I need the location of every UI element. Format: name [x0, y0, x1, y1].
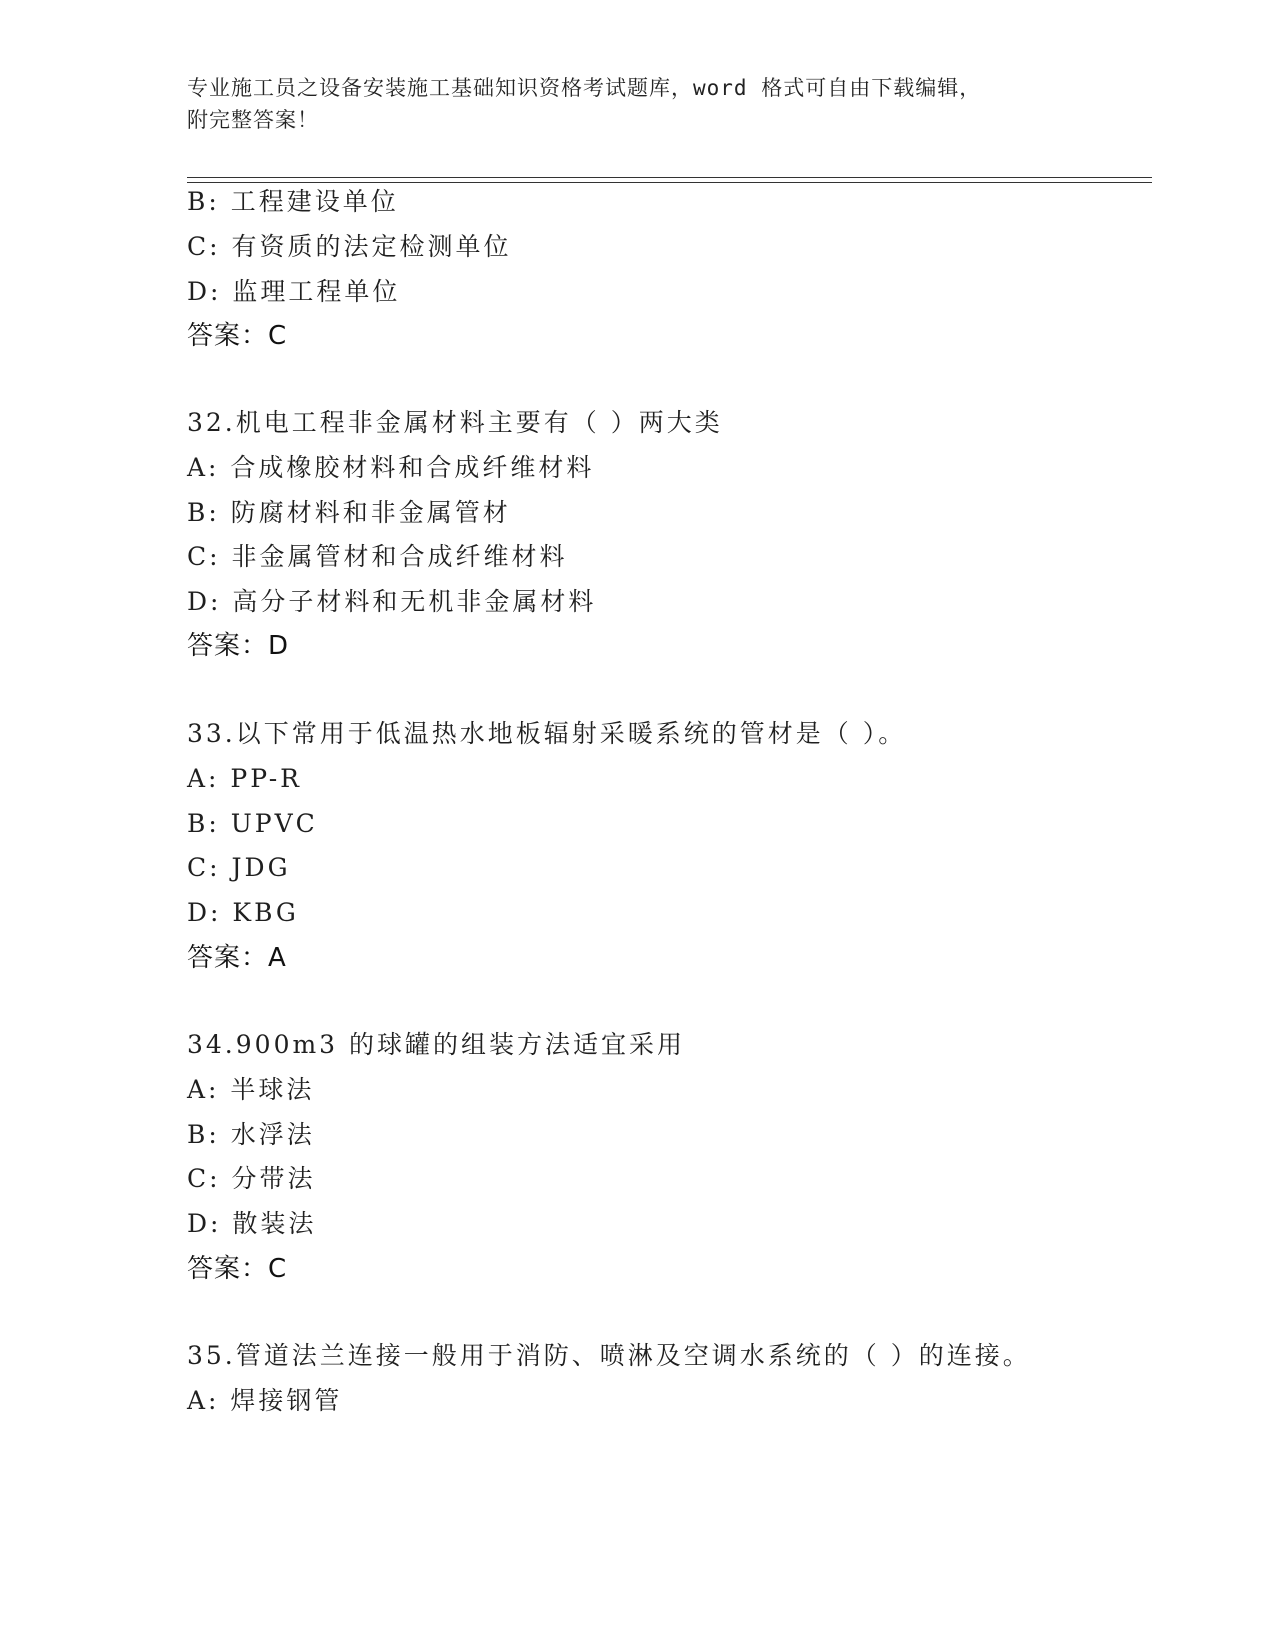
header-divider-bottom — [187, 182, 1152, 183]
answer-line: 答案：C — [187, 321, 288, 351]
question-34-option-a: A: 半球法 — [187, 1075, 315, 1104]
document-header — [187, 72, 1087, 136]
question-32-option-a: A: 合成橡胶材料和合成纤维材料 — [187, 453, 595, 482]
question-35-option-a: A: 焊接钢管 — [187, 1386, 343, 1415]
question-33-option-b: B: UPVC — [187, 809, 318, 838]
question-33-answer: 答案：A — [187, 943, 287, 973]
option-b: B: 工程建设单位 — [187, 187, 399, 216]
question-stem-35: 35.管道法兰连接一般用于消防、喷淋及空调水系统的（ ）的连接。 — [187, 1341, 1031, 1370]
question-32-option-b: B: 防腐材料和非金属管材 — [187, 498, 511, 527]
question-33-option-d: D: KBG — [187, 898, 299, 927]
question-32-answer: 答案：D — [187, 631, 290, 661]
question-34-option-b: B: 水浮法 — [187, 1120, 315, 1149]
header-divider-top — [187, 177, 1152, 178]
question-34-option-d: D: 散装法 — [187, 1209, 317, 1238]
header-line-1: 专业施工员之设备安装施工基础知识资格考试题库，word 格式可自由下载编辑， — [187, 76, 982, 100]
question-stem-32: 32.机电工程非金属材料主要有（ ）两大类 — [187, 408, 723, 437]
question-33-option-a: A: PP-R — [187, 764, 302, 793]
question-34-option-c: C: 分带法 — [187, 1164, 316, 1193]
question-32-option-d: D: 高分子材料和无机非金属材料 — [187, 587, 597, 616]
question-stem-34: 34.900m3 的球罐的组装方法适宜采用 — [187, 1030, 686, 1059]
question-34-answer: 答案：C — [187, 1254, 288, 1284]
header-line-2: 附完整答案！ — [187, 108, 319, 132]
option-c: C: 有资质的法定检测单位 — [187, 232, 512, 261]
option-d: D: 监理工程单位 — [187, 277, 401, 306]
question-32-option-c: C: 非金属管材和合成纤维材料 — [187, 542, 568, 571]
question-stem-33: 33.以下常用于低温热水地板辐射采暖系统的管材是（ ）。 — [187, 719, 907, 748]
question-33-option-c: C: JDG — [187, 853, 291, 882]
